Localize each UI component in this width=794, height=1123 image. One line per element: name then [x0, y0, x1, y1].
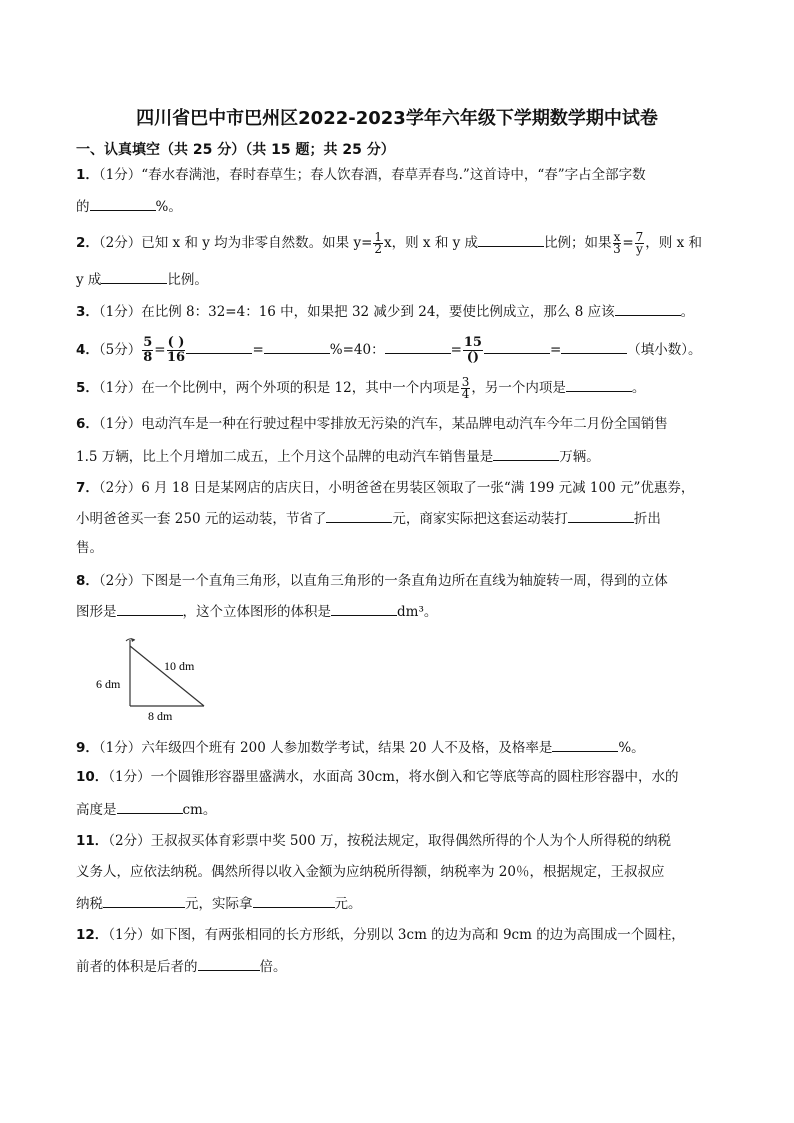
question-text: 前者的体积是后者的 — [76, 959, 198, 975]
answer-blank[interactable] — [568, 508, 634, 523]
question-text: （1分）一个圆锥形容器里盛满水，水面高 30cm，将水倒入和它等底等高的圆柱形容器中，水的 — [108, 769, 679, 785]
question-number: 2． — [76, 235, 99, 251]
question-text: （1分）电动汽车是一种在行驶过程中零排放无污染的汽车，某品牌电动汽车今年二月份全国销售 — [98, 416, 668, 432]
question-text: 元，实际拿 — [185, 896, 253, 912]
fraction: $\frac{5}{8}$ — [143, 335, 153, 365]
question-text: 1.5 万辆，比上个月增加二成五，上个月这个品牌的电动汽车销售量是 — [76, 449, 494, 465]
question-1 — [76, 165, 646, 185]
question-number: 9． — [76, 740, 99, 756]
answer-blank[interactable] — [117, 601, 183, 616]
answer-blank[interactable] — [103, 893, 185, 908]
question-number: 5． — [76, 380, 99, 396]
answer-blank[interactable] — [326, 508, 392, 523]
answer-blank[interactable] — [561, 339, 627, 354]
question-2: 2．（2分）已知 x 和 y 均为非零自然数。如果 y= $\frac{1}{2}$ x，则 x 和 y 成 比例；如果 $\frac{x}{3}$ = $\frac{7}{y}$ ，则 x 和 — [76, 230, 702, 256]
question-7-line-2 — [76, 508, 661, 529]
question-10-line-2 — [76, 799, 216, 820]
question-text: 的 — [76, 199, 90, 215]
question-11-line-3 — [76, 893, 362, 914]
question-text: 比例；如果 — [544, 235, 612, 251]
question-number: 8． — [76, 573, 99, 589]
question-text: 折出 — [633, 511, 661, 527]
question-text: dm³。 — [397, 604, 438, 620]
fraction: $\frac{15}{()}$ — [463, 335, 482, 365]
question-11-line-2 — [76, 862, 664, 882]
answer-blank[interactable] — [331, 601, 397, 616]
answer-blank[interactable] — [493, 446, 559, 461]
question-text: （1分）在一个比例中，两个外项的积是 12，其中一个内项是 — [98, 380, 460, 396]
question-3: 3．（1分）在比例 8：32=4：16 中，如果把 32 减少到 24，要使比例成立，那么 8 应该 。 — [76, 301, 694, 322]
question-number: 1． — [76, 167, 99, 183]
question-8-line-2 — [76, 601, 437, 622]
question-7-line-3 — [76, 538, 103, 558]
question-number: 11． — [76, 833, 109, 849]
question-5: 5．（1分）在一个比例中，两个外项的积是 12，其中一个内项是 $\frac{3}{4}$ ，另一个内项是 。 — [76, 375, 646, 401]
answer-blank[interactable] — [101, 269, 167, 284]
question-number: 3． — [76, 304, 99, 320]
question-4: 4．（5分） $\frac{5}{8}$ = $\frac{( )}{16}$ = %=40： = $\frac{15}{()}$ = （填小数）。 — [76, 335, 702, 365]
question-7 — [76, 478, 694, 498]
question-text: 万辆。 — [559, 449, 600, 465]
fraction: $\frac{( )}{16}$ — [166, 335, 186, 365]
question-1-line-2 — [76, 196, 182, 217]
question-text: （1分）如下图，有两张相同的长方形纸，分别以 3cm 的边为高和 9cm 的边为高围成一个圆柱， — [108, 927, 685, 943]
question-9: 9．（1分）六年级四个班有 200 人参加数学考试，结果 20 人不及格，及格率是 %。 — [76, 737, 645, 758]
answer-blank[interactable] — [484, 339, 550, 354]
question-text: 纳税 — [76, 896, 103, 912]
question-number: 4． — [76, 342, 99, 358]
question-text: ，则 x 和 — [645, 235, 702, 251]
answer-blank[interactable] — [264, 339, 330, 354]
answer-blank[interactable] — [253, 893, 335, 908]
question-text: （2分）下图是一个直角三角形，以直角三角形的一条直角边所在直线为轴旋转一周，得到的立体 — [98, 573, 668, 589]
question-text: （2分）6 月 18 日是某网店的店庆日，小明爸爸在男装区领取了一张“满 199 元减 100 元”优惠券， — [98, 480, 695, 496]
answer-blank[interactable] — [478, 232, 544, 247]
section-heading: 一、认真填空（共 25 分）（共 15 题；共 25 分） — [76, 142, 395, 158]
question-text: x，则 x 和 y 成 — [384, 235, 479, 251]
question-12-line-2 — [76, 956, 287, 977]
question-text: 比例。 — [167, 272, 208, 288]
question-text: （1分）在比例 8：32=4：16 中，如果把 32 减少到 24，要使比例成立，那么 8 应该 — [98, 304, 615, 320]
answer-blank[interactable] — [552, 737, 618, 752]
question-text: （5分） — [98, 342, 142, 358]
fraction: $\frac{3}{4}$ — [461, 375, 470, 401]
question-12 — [76, 925, 685, 945]
answer-blank[interactable] — [117, 799, 183, 814]
question-8 — [76, 571, 668, 591]
answer-blank[interactable] — [385, 339, 451, 354]
question-text: 小明爸爸买一套 250 元的运动装，节省了 — [76, 511, 327, 527]
question-text: y 成 — [76, 272, 102, 288]
question-text: ，另一个内项是 — [471, 380, 566, 396]
question-10 — [76, 767, 678, 787]
question-number: 12． — [76, 927, 109, 943]
question-text: （1分）“春水春满池，春时春草生；春人饮春酒，春草弄春鸟.”这首诗中，“春”字占全部字数 — [98, 167, 646, 183]
bottom-leg-label: 8 dm — [148, 709, 173, 723]
answer-blank[interactable] — [615, 301, 681, 316]
question-text: cm。 — [182, 802, 217, 818]
right-triangle-figure — [94, 636, 224, 726]
question-text: （2分）王叔叔买体育彩票中奖 500 万，按税法规定，取得偶然所得的个人为个人所得税的纳税 — [108, 833, 671, 849]
question-text: 图形是 — [76, 604, 117, 620]
question-number: 10． — [76, 769, 109, 785]
question-11 — [76, 831, 671, 851]
fraction: $\frac{x}{3}$ — [613, 230, 621, 256]
fraction: $\frac{1}{2}$ — [374, 230, 383, 256]
answer-blank[interactable] — [186, 339, 252, 354]
question-text: %。 — [155, 199, 182, 215]
left-leg-label: 6 dm — [96, 677, 121, 691]
question-text: 售。 — [76, 540, 103, 556]
question-text: （2分）已知 x 和 y 均为非零自然数。如果 y= — [98, 235, 373, 251]
answer-blank[interactable] — [566, 377, 632, 392]
question-text: （1分）六年级四个班有 200 人参加数学考试，结果 20 人不及格，及格率是 — [98, 740, 553, 756]
question-2-line-2 — [76, 269, 208, 290]
question-text: ，这个立体图形的体积是 — [182, 604, 331, 620]
question-text: 元。 — [334, 896, 362, 912]
question-6 — [76, 414, 668, 434]
hypotenuse-label: 10 dm — [164, 659, 195, 673]
question-number: 7． — [76, 480, 99, 496]
fraction: $\frac{7}{y}$ — [635, 230, 644, 256]
question-6-line-2 — [76, 446, 600, 467]
question-text: 高度是 — [76, 802, 117, 818]
question-text: 义务人，应依法纳税。偶然所得以收入金额为应纳税所得额，纳税率为 20％，根据规定，王叔叔应 — [76, 864, 665, 880]
question-text: 倍。 — [259, 959, 287, 975]
question-text: 元，商家实际把这套运动装打 — [392, 511, 568, 527]
answer-blank[interactable] — [198, 956, 260, 971]
answer-blank[interactable] — [90, 196, 156, 211]
question-number: 6． — [76, 416, 99, 432]
page-title: 四川省巴中市巴州区2022-2023学年六年级下学期数学期中试卷 — [136, 108, 658, 129]
